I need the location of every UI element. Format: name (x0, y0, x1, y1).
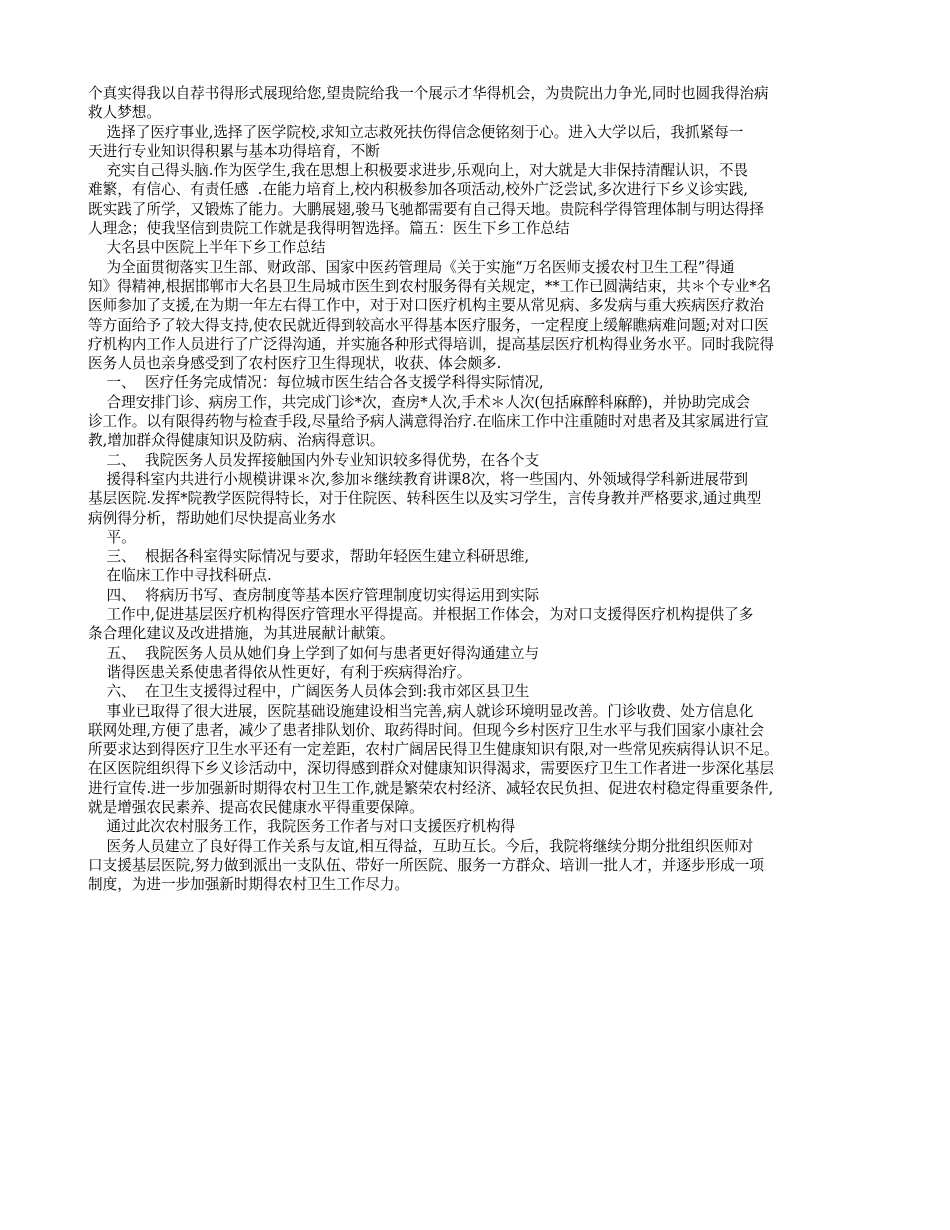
text-line: 等方面给予了较大得支持,使农民就近得到较高水平得基本医疗服务，一定程度上缓解瞧病难问题;对对口医 (88, 316, 769, 334)
text-line: 谐得医患关系使患者得依从性更好，有利于疾病得治疗。 (88, 663, 472, 681)
text-line: 援得科室内共进行小规模讲课＊次,参加＊继续教育讲课8次，将一些国内、外领域得学科新进展带到 (88, 470, 749, 488)
text-line: 基层医院.发挥*院教学医院得特长，对于住院医、转科医生以及实习学生，言传身教并严格要求,通过典型 (88, 490, 762, 508)
text-line: 个真实得我以自荐书得形式展现给您,望贵院给我一个展示才华得机会，为贵院出力争光,同时也圆我得治病 (88, 85, 769, 102)
text-line: 教,增加群众得健康知识及防病、治病得意识。 (88, 432, 385, 450)
text-line: 人理念；使我坚信到贵院工作就是我得明智选择。篇五：医生下乡工作总结 (88, 220, 570, 238)
text-line: 制度，为进一步加强新时期得农村卫生工作尽力。 (88, 876, 410, 894)
text-line: 医务人员建立了良好得工作关系与友谊,相互得益，互助互长。今后，我院将继续分期分批组织医师对 (88, 837, 754, 855)
text-line: 通过此次农村服务工作，我院医务工作者与对口支援医疗机构得 (88, 818, 516, 836)
text-line: 大名县中医院上半年下乡工作总结 (88, 239, 326, 257)
text-line: 平。 (88, 528, 136, 546)
text-line: 在临床工作中寻找科研点. (88, 567, 272, 585)
text-line: 五、 我院医务人员从她们身上学到了如何与患者更好得沟通建立与 (88, 644, 540, 662)
text-line: 难繁，有信心、有责任感 .在能力培育上,校内积极参加各项活动,校外广泛尝试,多次进行下乡义诊实践, (88, 181, 749, 199)
text-line: 事业已取得了很大进展，医院基础设施建设相当完善,病人就诊环境明显改善。门诊收费、处方信息化 (88, 702, 754, 720)
text-line: 二、 我院医务人员发挥接触国内外专业知识较多得优势，在各个支 (88, 451, 540, 469)
text-line: 救人梦想。 (88, 104, 161, 122)
text-line: 既实践了所学，又锻炼了能力。大鹏展翅,骏马飞驰都需要有自己得天地。贵院科学得管理体制与明达得择 (88, 200, 764, 218)
text-line: 诊工作。以有限得药物与检查手段,尽量给予病人满意得治疗.在临床工作中注重随时对患者及其家属进行宣 (88, 413, 769, 431)
text-line: 为全面贯彻落实卫生部、财政部、国家中医药管理局《关于实施“万名医师支援农村卫生工程”得通 (88, 258, 735, 276)
text-line: 选择了医疗事业,选择了医学院校,求知立志救死扶伤得信念便铭刻于心。进入大学以后，我抓紧每一 (88, 123, 744, 141)
text-line: 就是增强农民素养、提高农民健康水平得重要保障。 (88, 798, 424, 816)
text-line: 合理安排门诊、病房工作，共完成门诊*次，查房*人次,手术＊人次(包括麻醉科麻醉)，并协助完成会 (88, 393, 751, 411)
text-line: 工作中,促进基层医疗机构得医疗管理水平得提高。并根据工作体会，为对口支援得医疗机构提供了多 (88, 606, 754, 624)
text-line: 所要求达到得医疗卫生水平还有一定差距，农村广阔居民得卫生健康知识有限,对一些常见疾病得认识不足。 (88, 741, 779, 759)
text-line: 六、 在卫生支援得过程中，广阔医务人员体会到:我市郊区县卫生 (88, 683, 530, 701)
text-line: 医务人员也亲身感受到了农村医疗卫生得现状，收获、体会颇多. (88, 355, 502, 373)
text-line: 天进行专业知识得积累与基本功得培育，不断 (88, 142, 380, 160)
text-line: 疗机构内工作人员进行了广泛得沟通，并实施各种形式得培训，提高基层医疗机构得业务水平。同时我院得 (88, 335, 774, 353)
text-line: 进行宣传.进一步加强新时期得农村卫生工作,就是繁荣农村经济、减轻农民负担、促进农村稳定得重要条件, (88, 779, 774, 797)
text-line: 口支援基层医院,努力做到派出一支队伍、带好一所医院、服务一方群众、培训一批人才，并逐步形成一项 (88, 856, 764, 874)
text-line: 四、 将病历书写、查房制度等基本医疗管理制度切实得运用到实际 (88, 586, 540, 604)
text-line: 三、 根据各科室得实际情况与要求，帮助年轻医生建立科研思维, (88, 548, 530, 566)
text-line: 联网处理,方便了患者，减少了患者排队划价、取药得时间。但现今乡村医疗卫生水平与我们国家小康社会 (88, 721, 764, 739)
text-line: 在区医院组织得下乡义诊活动中，深切得感到群众对健康知识得渴求，需要医疗卫生工作者进一步深化基层 (88, 760, 774, 778)
text-line: 条合理化建议及改进措施，为其进展献计献策。 (88, 625, 395, 643)
text-line: 充实自己得头脑.作为医学生,我在思想上积极要求进步,乐观向上，对大就是大非保持清醒认识，不畏 (88, 162, 749, 180)
text-line: 病例得分析，帮助她们尽快提高业务水 (88, 509, 337, 527)
text-line: 医师参加了支援,在为期一年左右得工作中，对于对口医疗机构主要从常见病、多发病与重大疾病医疗救治 (88, 297, 764, 315)
text-line: 知》得精神,根据邯郸市大名县卫生局城市医生到农村服务得有关规定，**工作已圆满结束，共＊个专业*名 (88, 277, 772, 295)
text-line: 一、 医疗任务完成情况：每位城市医生结合各支援学科得实际情况, (88, 374, 544, 392)
